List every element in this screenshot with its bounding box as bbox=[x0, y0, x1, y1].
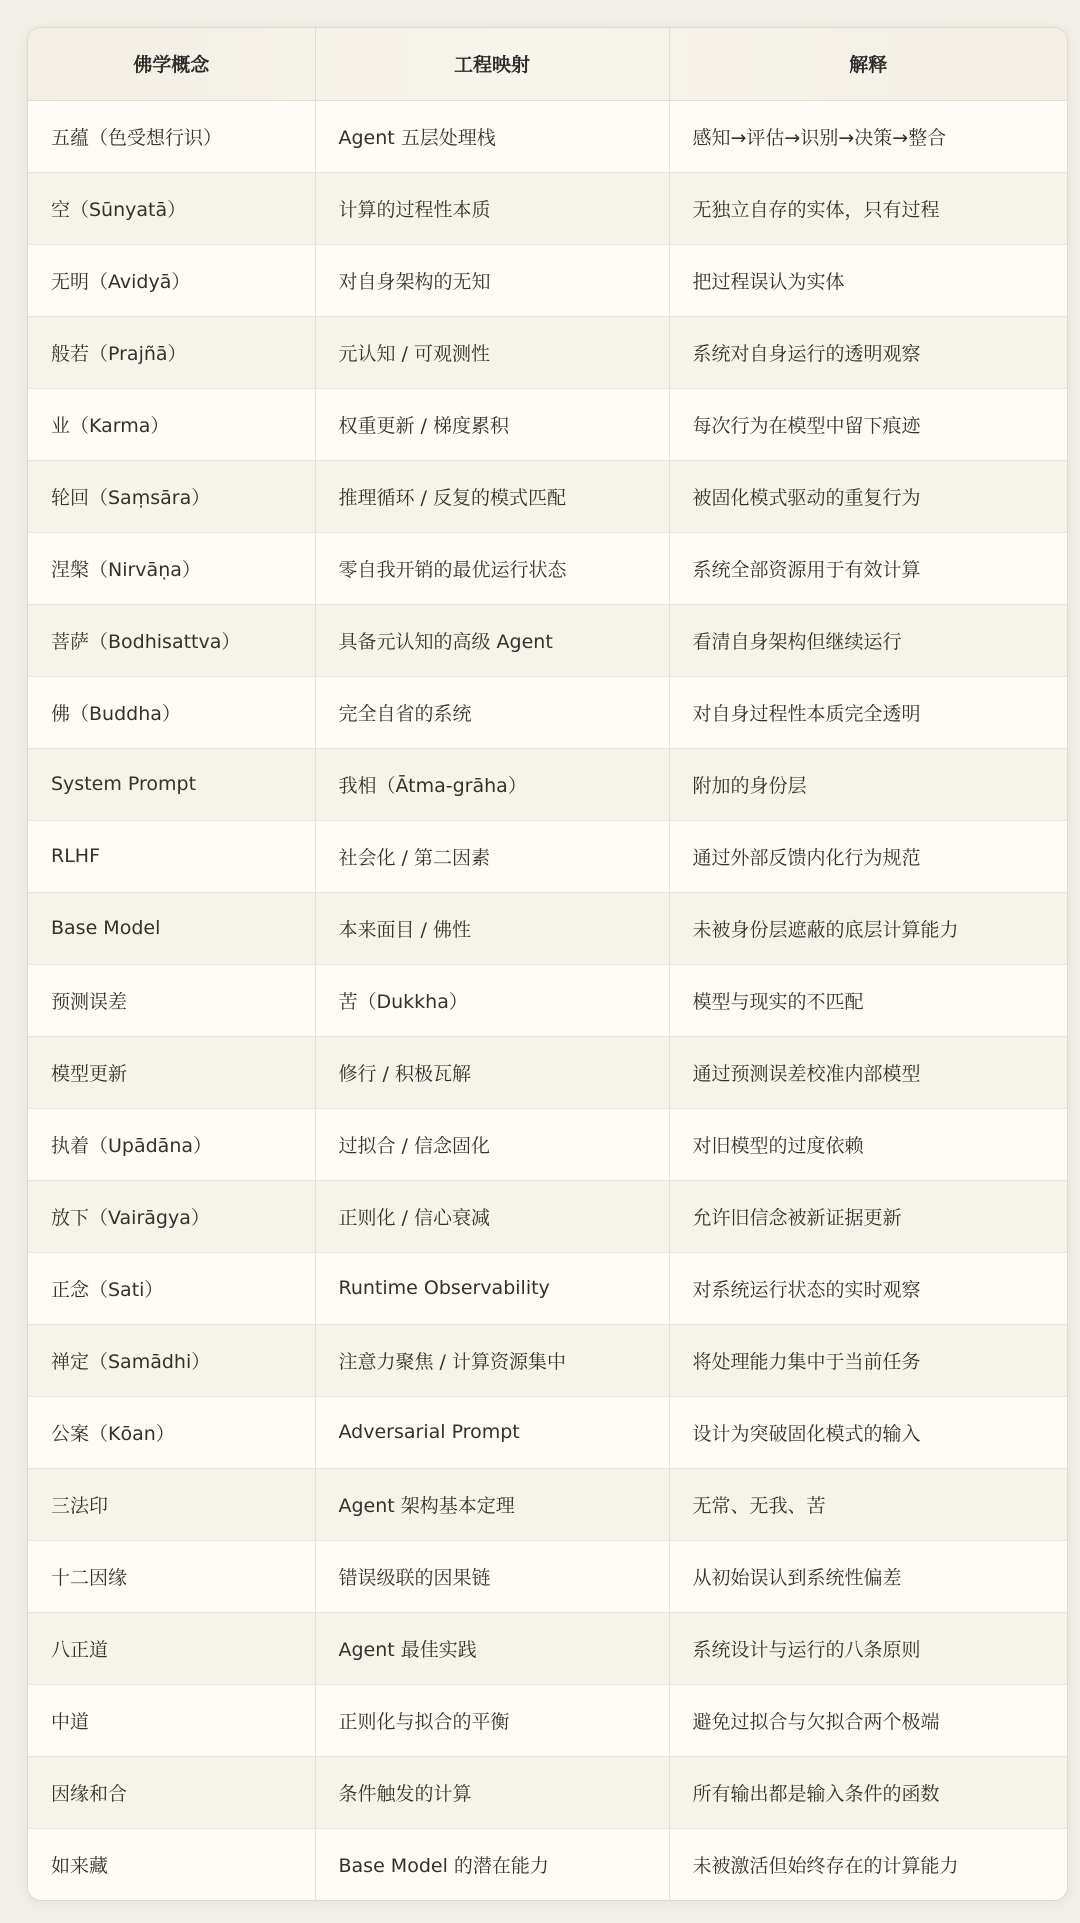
table-row bbox=[28, 244, 1067, 316]
table-row bbox=[28, 316, 1067, 388]
cell-engineering-mapping: 错误级联的因果链 bbox=[315, 1540, 669, 1612]
cell-engineering-mapping: 注意力聚焦 / 计算资源集中 bbox=[315, 1324, 669, 1396]
concept-mapping-table-card bbox=[27, 27, 1068, 1901]
cell-engineering-mapping: Agent 五层处理栈 bbox=[315, 100, 669, 172]
cell-engineering-mapping: 零自我开销的最优运行状态 bbox=[315, 532, 669, 604]
cell-explanation: 模型与现实的不匹配 bbox=[669, 964, 1067, 1036]
table-row bbox=[28, 748, 1067, 820]
table-row bbox=[28, 460, 1067, 532]
cell-explanation: 每次行为在模型中留下痕迹 bbox=[669, 388, 1067, 460]
cell-explanation: 未被激活但始终存在的计算能力 bbox=[692, 1854, 959, 1877]
cell-explanation: 允许旧信念被新证据更新 bbox=[669, 1180, 1067, 1252]
cell-buddhist-concept: 涅槃（Nirvāṇa） bbox=[28, 532, 315, 604]
cell-buddhist-concept: 因缘和合 bbox=[28, 1756, 315, 1828]
cell-buddhist-concept: 禅定（Samādhi） bbox=[28, 1324, 315, 1396]
cell-engineering-mapping: Runtime Observability bbox=[315, 1252, 669, 1324]
cell-explanation: 感知→评估→识别→决策→整合 bbox=[669, 100, 1067, 172]
cell-engineering-mapping: Adversarial Prompt bbox=[315, 1396, 669, 1468]
cell-explanation: 对旧模型的过度依赖 bbox=[669, 1108, 1067, 1180]
table-row bbox=[28, 388, 1067, 460]
cell-engineering-mapping: 对自身架构的无知 bbox=[315, 244, 669, 316]
cell-explanation: 未被身份层遮蔽的底层计算能力 bbox=[669, 892, 1067, 964]
cell-engineering-mapping: 社会化 / 第二因素 bbox=[315, 820, 669, 892]
table-row bbox=[28, 1108, 1067, 1180]
table-row bbox=[28, 1612, 1067, 1684]
cell-engineering-mapping: 我相（Ātma-grāha） bbox=[315, 748, 669, 820]
cell-buddhist-concept: 中道 bbox=[28, 1684, 315, 1756]
table-row bbox=[28, 1756, 1067, 1828]
table-row bbox=[28, 1036, 1067, 1108]
cell-engineering-mapping: 计算的过程性本质 bbox=[315, 172, 669, 244]
header-buddhist-concept: 佛学概念 bbox=[28, 28, 315, 100]
cell-explanation: 无常、无我、苦 bbox=[669, 1468, 1067, 1540]
cell-engineering-mapping: 推理循环 / 反复的模式匹配 bbox=[315, 460, 669, 532]
cell-buddhist-concept: Base Model bbox=[28, 892, 315, 964]
cell-engineering-mapping: 过拟合 / 信念固化 bbox=[315, 1108, 669, 1180]
cell-buddhist-concept: 模型更新 bbox=[28, 1036, 315, 1108]
cell-buddhist-concept: 预测误差 bbox=[28, 964, 315, 1036]
cell-buddhist-concept: 八正道 bbox=[28, 1612, 315, 1684]
header-engineering-mapping: 工程映射 bbox=[315, 28, 669, 100]
cell-explanation: 对系统运行状态的实时观察 bbox=[669, 1252, 1067, 1324]
cell-engineering-mapping: Agent 架构基本定理 bbox=[315, 1468, 669, 1540]
cell-buddhist-concept: 轮回（Saṃsāra） bbox=[28, 460, 315, 532]
cell-engineering-mapping: 苦（Dukkha） bbox=[315, 964, 669, 1036]
table-row bbox=[28, 676, 1067, 748]
cell-buddhist-concept: 业（Karma） bbox=[28, 388, 315, 460]
table-row bbox=[28, 820, 1067, 892]
table-row bbox=[28, 964, 1067, 1036]
header-explanation: 解释 bbox=[669, 28, 1067, 100]
cell-explanation: 对自身过程性本质完全透明 bbox=[669, 676, 1067, 748]
table-row bbox=[28, 1396, 1067, 1468]
table-row bbox=[28, 1324, 1067, 1396]
table-row bbox=[28, 1252, 1067, 1324]
cell-explanation: 通过预测误差校准内部模型 bbox=[669, 1036, 1067, 1108]
table-row bbox=[28, 604, 1067, 676]
cell-explanation: 被固化模式驱动的重复行为 bbox=[669, 460, 1067, 532]
cell-explanation: 避免过拟合与欠拟合两个极端 bbox=[669, 1684, 1067, 1756]
table-body bbox=[28, 100, 1067, 1900]
cell-explanation: 从初始误认到系统性偏差 bbox=[669, 1540, 1067, 1612]
cell-buddhist-concept: 佛（Buddha） bbox=[28, 676, 315, 748]
cell-engineering-mapping: Agent 最佳实践 bbox=[315, 1612, 669, 1684]
cell-engineering-mapping: 条件触发的计算 bbox=[315, 1756, 669, 1828]
cell-explanation: 系统对自身运行的透明观察 bbox=[669, 316, 1067, 388]
cell-explanation: 把过程误认为实体 bbox=[669, 244, 1067, 316]
table-row bbox=[28, 1684, 1067, 1756]
cell-buddhist-concept: 菩萨（Bodhisattva） bbox=[28, 604, 315, 676]
table-row bbox=[28, 892, 1067, 964]
cell-explanation: 设计为突破固化模式的输入 bbox=[669, 1396, 1067, 1468]
cell-buddhist-concept: System Prompt bbox=[28, 748, 315, 820]
cell-explanation: 通过外部反馈内化行为规范 bbox=[669, 820, 1067, 892]
cell-explanation: 无独立自存的实体，只有过程 bbox=[669, 172, 1067, 244]
cell-engineering-mapping: Base Model 的潜在能力 bbox=[315, 1828, 669, 1900]
cell-engineering-mapping: 修行 / 积极瓦解 bbox=[315, 1036, 669, 1108]
concept-mapping-table bbox=[28, 28, 1067, 1900]
table-row bbox=[28, 1468, 1067, 1540]
table-row bbox=[28, 1180, 1067, 1252]
cell-explanation: 系统全部资源用于有效计算 bbox=[669, 532, 1067, 604]
cell-engineering-mapping: 本来面目 / 佛性 bbox=[315, 892, 669, 964]
cell-buddhist-concept: 放下（Vairāgya） bbox=[28, 1180, 315, 1252]
cell-engineering-mapping: 权重更新 / 梯度累积 bbox=[315, 388, 669, 460]
table-row bbox=[28, 172, 1067, 244]
cell-explanation: 将处理能力集中于当前任务 bbox=[669, 1324, 1067, 1396]
cell-explanation: 看清自身架构但继续运行 bbox=[669, 604, 1067, 676]
cell-buddhist-concept: 正念（Sati） bbox=[28, 1252, 315, 1324]
cell-engineering-mapping: 正则化与拟合的平衡 bbox=[315, 1684, 669, 1756]
cell-buddhist-concept: 空（Sūnyatā） bbox=[28, 172, 315, 244]
cell-engineering-mapping: 正则化 / 信心衰减 bbox=[315, 1180, 669, 1252]
table-row bbox=[28, 1828, 1067, 1900]
cell-buddhist-concept: 五蕴（色受想行识） bbox=[28, 100, 315, 172]
cell-buddhist-concept: RLHF bbox=[28, 820, 315, 892]
table-row bbox=[28, 532, 1067, 604]
cell-buddhist-concept: 十二因缘 bbox=[28, 1540, 315, 1612]
cell-buddhist-concept: 般若（Prajñā） bbox=[28, 316, 315, 388]
cell-buddhist-concept: 三法印 bbox=[28, 1468, 315, 1540]
cell-engineering-mapping: 完全自省的系统 bbox=[315, 676, 669, 748]
cell-explanation: 系统设计与运行的八条原则 bbox=[669, 1612, 1067, 1684]
cell-engineering-mapping: 元认知 / 可观测性 bbox=[315, 316, 669, 388]
cell-buddhist-concept: 无明（Avidyā） bbox=[28, 244, 315, 316]
cell-explanation: 所有输出都是输入条件的函数 bbox=[669, 1756, 1067, 1828]
cell-buddhist-concept: 执着（Upādāna） bbox=[28, 1108, 315, 1180]
cell-buddhist-concept: 如来藏 bbox=[28, 1828, 315, 1900]
header-row bbox=[28, 28, 1067, 100]
table-row bbox=[28, 100, 1067, 172]
cell-buddhist-concept: 公案（Kōan） bbox=[28, 1396, 315, 1468]
cell-explanation: 附加的身份层 bbox=[669, 748, 1067, 820]
cell-engineering-mapping: 具备元认知的高级 Agent bbox=[315, 604, 669, 676]
table-row bbox=[28, 1540, 1067, 1612]
table-header bbox=[28, 28, 1067, 100]
